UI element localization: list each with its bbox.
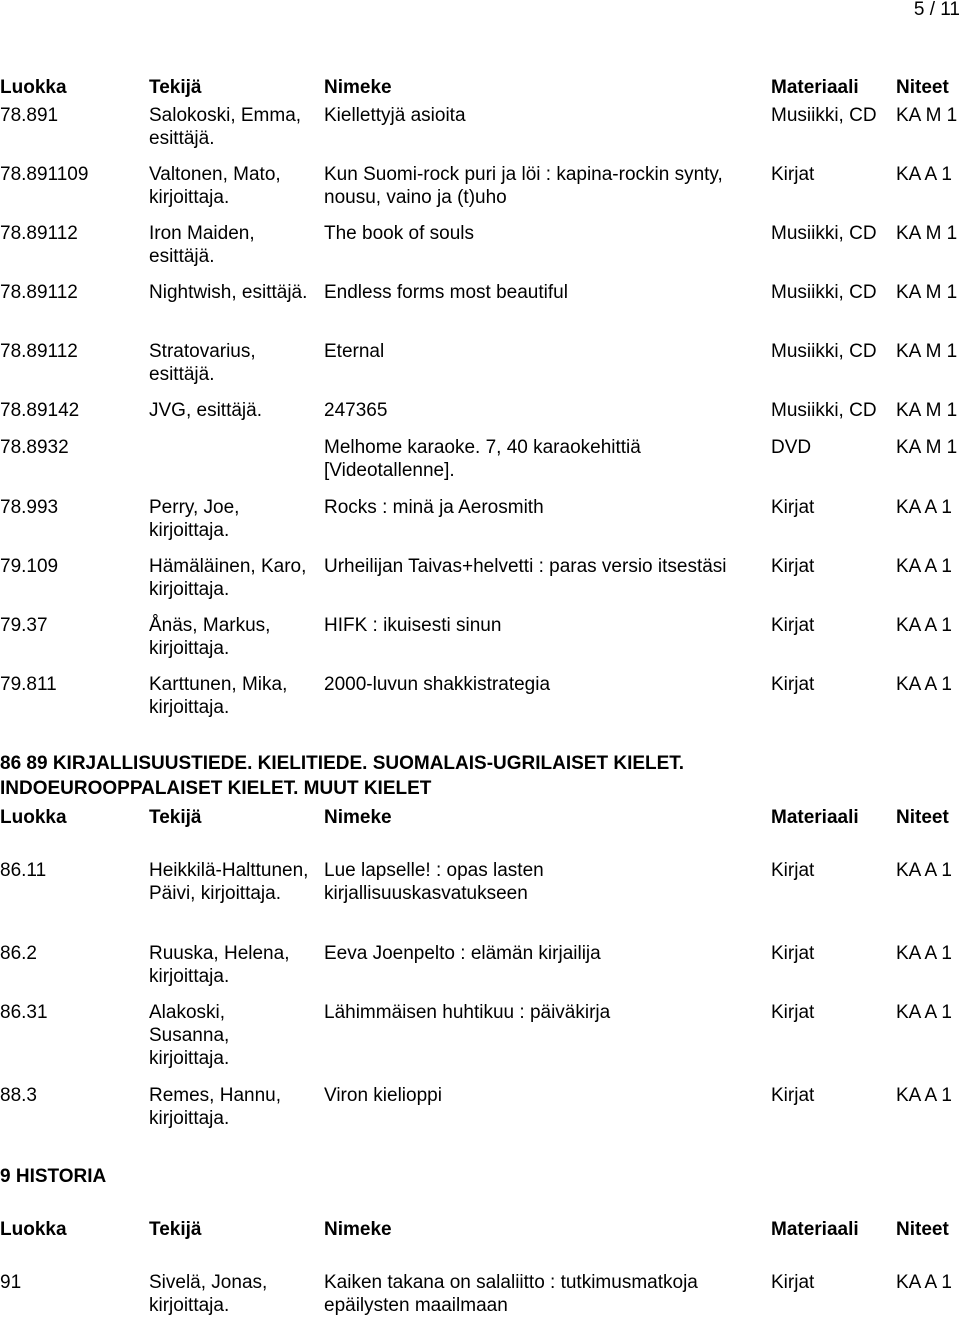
copies: KA A 1 — [896, 674, 952, 695]
title: Melhome karaoke. 7, 40 karaokehittiä [Videotallenne]. — [324, 437, 641, 481]
copies: KA A 1 — [896, 615, 952, 636]
header-materiaali: Materiaali — [771, 807, 859, 828]
class-code: 78.89112 — [0, 282, 78, 303]
copies: KA M 1 — [896, 282, 958, 303]
author: Alakoski, Susanna, kirjoittaja. — [149, 1002, 230, 1069]
title: Eeva Joenpelto : elämän kirjailija — [324, 943, 601, 964]
author: Heikkilä-Halttunen, Päivi, kirjoittaja. — [149, 860, 309, 904]
title: HIFK : ikuisesti sinun — [324, 615, 502, 636]
copies: KA A 1 — [896, 1085, 952, 1106]
class-code: 78.891 — [0, 105, 59, 126]
header-nimeke: Nimeke — [324, 77, 392, 98]
copies: KA M 1 — [896, 341, 958, 362]
material: Musiikki, CD — [771, 282, 877, 303]
material: DVD — [771, 437, 812, 458]
header-tekija: Tekijä — [149, 77, 202, 98]
title: Kun Suomi-rock puri ja löi : kapina-rockin synty, nousu, vaino ja (t)uho — [324, 164, 723, 208]
class-code: 78.89142 — [0, 400, 80, 421]
author: Karttunen, Mika, kirjoittaja. — [149, 674, 288, 718]
copies: KA A 1 — [896, 943, 952, 964]
title: Urheilijan Taivas+helvetti : paras versio itsestäsi — [324, 556, 727, 577]
section-title: 86 89 KIRJALLISUUSTIEDE. KIELITIEDE. SUOMALAIS-UGRILAISET KIELET. — [0, 753, 685, 774]
copies: KA A 1 — [896, 860, 952, 881]
material: Musiikki, CD — [771, 341, 877, 362]
class-code: 78.89112 — [0, 223, 78, 244]
copies: KA A 1 — [896, 1272, 952, 1293]
header-nimeke: Nimeke — [324, 807, 392, 828]
author: Hämäläinen, Karo, kirjoittaja. — [149, 556, 307, 600]
header-tekija: Tekijä — [149, 807, 202, 828]
title: Rocks : minä ja Aerosmith — [324, 497, 544, 518]
material: Kirjat — [771, 674, 815, 695]
class-code: 79.811 — [0, 674, 57, 695]
title: Kaiken takana on salaliitto : tutkimusmatkoja epäilysten maailmaan — [324, 1272, 698, 1316]
header-niteet: Niteet — [896, 807, 949, 828]
material: Musiikki, CD — [771, 223, 877, 244]
class-code: 86.11 — [0, 860, 47, 881]
author: Remes, Hannu, kirjoittaja. — [149, 1085, 282, 1129]
header-nimeke: Nimeke — [324, 1219, 392, 1240]
author: Iron Maiden, esittäjä. — [149, 223, 255, 267]
author: JVG, esittäjä. — [149, 400, 262, 421]
page-number: 5 / 11 — [913, 0, 960, 20]
copies: KA A 1 — [896, 497, 952, 518]
title: Lue lapselle! : opas lasten kirjallisuuskasvatukseen — [324, 860, 544, 904]
copies: KA A 1 — [896, 164, 952, 185]
copies: KA M 1 — [896, 105, 958, 126]
title: Viron kielioppi — [324, 1085, 442, 1106]
class-code: 78.993 — [0, 497, 59, 518]
class-code: 78.89112 — [0, 341, 78, 362]
class-code: 88.3 — [0, 1085, 37, 1106]
material: Kirjat — [771, 1002, 815, 1023]
section-title: INDOEUROOPPALAISET KIELET. MUUT KIELET — [0, 778, 432, 799]
header-luokka: Luokka — [0, 807, 67, 828]
class-code: 79.37 — [0, 615, 48, 636]
author: Ånäs, Markus, kirjoittaja. — [149, 615, 271, 659]
material: Kirjat — [771, 1085, 815, 1106]
material: Kirjat — [771, 943, 815, 964]
class-code: 86.31 — [0, 1002, 48, 1023]
class-code: 91 — [0, 1272, 22, 1293]
header-materiaali: Materiaali — [771, 77, 859, 98]
author: Salokoski, Emma, esittäjä. — [149, 105, 302, 149]
title: 247365 — [324, 400, 388, 421]
class-code: 86.2 — [0, 943, 37, 964]
material: Kirjat — [771, 164, 815, 185]
title: Lähimmäisen huhtikuu : päiväkirja — [324, 1002, 611, 1023]
material: Musiikki, CD — [771, 400, 877, 421]
class-code: 79.109 — [0, 556, 59, 577]
title: 2000-luvun shakkistrategia — [324, 674, 551, 695]
author: Sivelä, Jonas, kirjoittaja. — [149, 1272, 268, 1316]
title: Eternal — [324, 341, 385, 362]
class-code: 78.8932 — [0, 437, 69, 458]
author: Perry, Joe, kirjoittaja. — [149, 497, 240, 541]
material: Musiikki, CD — [771, 105, 877, 126]
copies: KA A 1 — [896, 556, 952, 577]
header-materiaali: Materiaali — [771, 1219, 859, 1240]
title: Kiellettyjä asioita — [324, 105, 466, 126]
header-niteet: Niteet — [896, 1219, 949, 1240]
title: Endless forms most beautiful — [324, 282, 568, 303]
author: Valtonen, Mato, kirjoittaja. — [149, 164, 281, 208]
title: The book of souls — [324, 223, 474, 244]
header-tekija: Tekijä — [149, 1219, 202, 1240]
copies: KA M 1 — [896, 223, 958, 244]
author: Ruuska, Helena, kirjoittaja. — [149, 943, 290, 987]
class-code: 78.891109 — [0, 164, 89, 185]
header-luokka: Luokka — [0, 77, 67, 98]
copies: KA A 1 — [896, 1002, 952, 1023]
author: Stratovarius, esittäjä. — [149, 341, 256, 385]
material: Kirjat — [771, 556, 815, 577]
header-luokka: Luokka — [0, 1219, 67, 1240]
material: Kirjat — [771, 860, 815, 881]
material: Kirjat — [771, 1272, 815, 1293]
copies: KA M 1 — [896, 400, 958, 421]
material: Kirjat — [771, 615, 815, 636]
section-title: 9 HISTORIA — [0, 1166, 107, 1187]
author: Nightwish, esittäjä. — [149, 282, 308, 303]
header-niteet: Niteet — [896, 77, 949, 98]
copies: KA M 1 — [896, 437, 958, 458]
material: Kirjat — [771, 497, 815, 518]
